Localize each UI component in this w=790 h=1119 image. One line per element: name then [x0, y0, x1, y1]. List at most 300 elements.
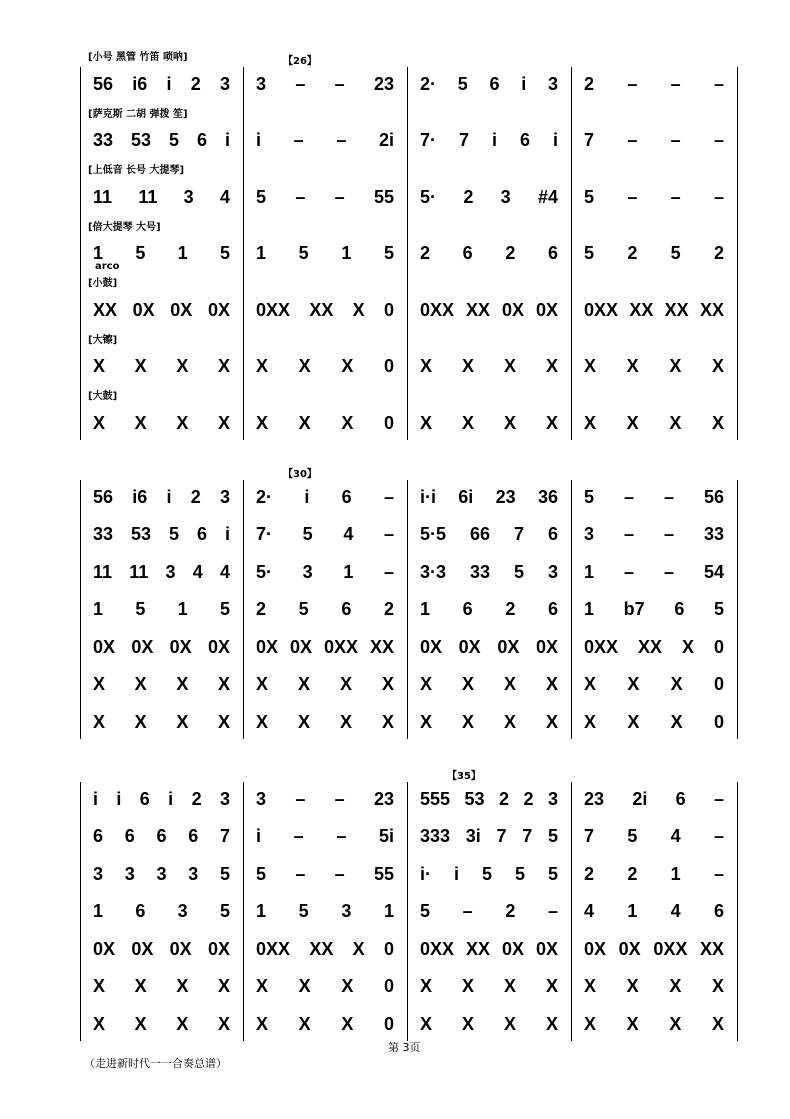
note-group: 5 — [169, 524, 180, 544]
note-group: 36 — [537, 486, 558, 507]
measure-notes — [93, 824, 230, 850]
note-group: i — [453, 863, 459, 884]
measure-notes — [584, 1011, 724, 1037]
note-group: 5 — [670, 243, 681, 263]
note-group: 4 — [343, 524, 354, 544]
note-group: 3 — [124, 863, 135, 884]
note-group: XX — [93, 299, 118, 320]
note-group: 3 — [219, 486, 230, 507]
note-group: 1 — [341, 243, 352, 263]
note-group: X — [545, 1013, 558, 1034]
note-group: i — [256, 130, 262, 150]
note-group: X — [461, 356, 474, 376]
note-group: 0X — [131, 636, 154, 657]
note-group: 2 — [505, 599, 516, 619]
note-group: – — [663, 561, 674, 582]
measure-notes — [420, 128, 558, 154]
note-group: 4 — [670, 901, 681, 921]
note-group: X — [626, 1013, 639, 1034]
measure-notes — [93, 597, 230, 623]
note-group: – — [334, 788, 345, 809]
note-group: XX — [309, 938, 334, 959]
barline — [737, 480, 738, 739]
measure-notes — [420, 484, 558, 510]
note-group: 3 — [177, 901, 188, 921]
note-group: X — [217, 356, 230, 376]
measure-notes — [256, 484, 394, 510]
note-group: 4 — [192, 561, 203, 582]
measure-notes — [93, 184, 230, 210]
note-group: X — [256, 1013, 269, 1034]
note-group: X — [711, 1013, 724, 1034]
note-group: 0 — [383, 356, 394, 376]
note-group: 6 — [135, 901, 146, 921]
note-group: 5 — [256, 186, 267, 207]
measure-notes — [420, 597, 558, 623]
measure-notes — [420, 297, 558, 323]
note-group: X — [584, 356, 597, 376]
note-group: 55 — [373, 186, 394, 207]
note-group: 2 — [627, 243, 638, 263]
measure-notes — [93, 484, 230, 510]
note-group: 5 — [169, 130, 180, 150]
measure-notes — [93, 71, 230, 97]
note-group: i — [116, 788, 122, 809]
measure-notes — [256, 824, 394, 850]
note-group: X — [669, 976, 682, 996]
rehearsal-mark: 【30】 — [283, 469, 317, 480]
measure-notes — [420, 184, 558, 210]
measure-notes — [584, 861, 724, 887]
measure-notes — [256, 936, 394, 962]
measure-notes — [420, 672, 558, 698]
measure-notes — [420, 861, 558, 887]
note-group: i·i — [420, 486, 436, 507]
note-group: – — [293, 826, 304, 846]
note-group: 333 — [420, 826, 451, 846]
note-group: XX — [699, 299, 724, 320]
note-group: i· — [420, 863, 431, 884]
note-group: – — [295, 186, 306, 207]
note-group: 5 — [219, 243, 230, 263]
note-group: 5 — [219, 863, 230, 884]
note-group: X — [584, 674, 597, 694]
measure-notes — [256, 1011, 394, 1037]
note-group: X — [93, 976, 106, 996]
note-group: – — [383, 561, 394, 582]
note-group: X — [626, 356, 639, 376]
note-group: 53 — [131, 524, 152, 544]
note-group: i6 — [132, 73, 148, 94]
measure-notes — [256, 974, 394, 1000]
note-group: X — [176, 711, 189, 732]
note-group: – — [623, 561, 634, 582]
note-group: 0 — [383, 412, 394, 433]
note-group: X — [681, 636, 694, 657]
note-group: 5 — [513, 561, 524, 582]
note-group: X — [217, 412, 230, 433]
measure-notes — [420, 786, 558, 812]
note-group: 3 — [500, 186, 511, 207]
measure-notes — [420, 522, 558, 548]
note-group: 3 — [93, 863, 104, 884]
note-group: X — [503, 711, 516, 732]
note-group: – — [336, 826, 347, 846]
note-group: 6 — [196, 524, 207, 544]
measure-notes — [256, 128, 394, 154]
note-group: – — [334, 863, 345, 884]
note-group: X — [420, 1013, 433, 1034]
measure-notes — [93, 522, 230, 548]
barline — [737, 67, 738, 440]
note-group: 4 — [219, 186, 230, 207]
instrument-label: [大鼓] — [88, 391, 118, 402]
note-group: X — [461, 976, 474, 996]
measure-notes — [256, 559, 394, 585]
measure-notes — [584, 936, 724, 962]
note-group: – — [295, 863, 306, 884]
note-group: X — [298, 1013, 311, 1034]
note-group: 1 — [383, 901, 394, 921]
note-group: 2 — [499, 788, 510, 809]
note-group: i — [256, 826, 262, 846]
measure-notes — [420, 974, 558, 1000]
note-group: X — [420, 356, 433, 376]
note-group: 7 — [496, 826, 507, 846]
barline — [80, 782, 81, 1041]
note-group: i — [168, 788, 174, 809]
note-group: X — [217, 674, 230, 694]
note-group: 2 — [420, 243, 431, 263]
note-group: 0X — [458, 636, 481, 657]
note-group: X — [176, 356, 189, 376]
note-group: X — [352, 299, 365, 320]
note-group: 5 — [547, 863, 558, 884]
measure-notes — [256, 709, 394, 735]
note-group: 1 — [177, 243, 188, 263]
note-group: 1 — [93, 243, 104, 263]
measure-notes — [584, 824, 724, 850]
measure-notes — [256, 634, 394, 660]
barline — [243, 67, 244, 440]
note-group: X — [420, 711, 433, 732]
note-group: X — [256, 711, 269, 732]
measure-notes — [584, 899, 724, 925]
note-group: – — [295, 73, 306, 94]
measure-notes — [93, 354, 230, 380]
note-group: – — [462, 901, 473, 921]
note-group: 6 — [93, 826, 104, 846]
note-group: X — [93, 1013, 106, 1034]
note-group: X — [503, 976, 516, 996]
note-group: X — [298, 412, 311, 433]
note-group: – — [627, 130, 638, 150]
note-group: – — [713, 826, 724, 846]
note-group: – — [670, 130, 681, 150]
note-group: 6 — [547, 243, 558, 263]
note-group: 1 — [627, 901, 638, 921]
note-group: 7· — [256, 524, 273, 544]
note-group: 23 — [495, 486, 516, 507]
note-group: XX — [664, 299, 689, 320]
measure-notes — [256, 522, 394, 548]
note-group: 0XX — [420, 299, 455, 320]
note-group: 7 — [584, 130, 595, 150]
note-group: X — [545, 412, 558, 433]
barline — [737, 782, 738, 1041]
note-group: 0 — [713, 711, 724, 732]
note-group: 5 — [514, 863, 525, 884]
measure-notes — [584, 71, 724, 97]
note-group: i — [93, 788, 99, 809]
note-group: 1 — [256, 901, 267, 921]
note-group: X — [134, 674, 147, 694]
note-group: XX — [629, 299, 654, 320]
measure-notes — [584, 974, 724, 1000]
measure-notes — [420, 899, 558, 925]
note-group: 0X — [169, 636, 192, 657]
note-group: 7 — [219, 826, 230, 846]
note-group: 6 — [489, 73, 500, 94]
note-group: 0XX — [420, 938, 455, 959]
measure-notes — [93, 709, 230, 735]
note-group: 2 — [191, 788, 202, 809]
note-group: X — [669, 1013, 682, 1034]
note-group: X — [627, 674, 640, 694]
note-group: 5 — [298, 599, 309, 619]
note-group: X — [503, 412, 516, 433]
note-group: – — [663, 486, 674, 507]
note-group: X — [176, 412, 189, 433]
note-group: 5 — [219, 599, 230, 619]
note-group: 5 — [219, 901, 230, 921]
note-group: 6 — [462, 243, 473, 263]
note-group: X — [381, 711, 394, 732]
note-group: b7 — [623, 599, 645, 619]
note-group: 4 — [584, 901, 595, 921]
note-group: 1 — [584, 599, 595, 619]
rehearsal-mark: 【26】 — [283, 56, 317, 67]
measure-notes — [93, 786, 230, 812]
note-group: 0X — [256, 636, 279, 657]
note-group: 3 — [219, 73, 230, 94]
note-group: X — [134, 412, 147, 433]
measure-notes — [420, 559, 558, 585]
note-group: X — [545, 711, 558, 732]
note-group: 0X — [132, 299, 155, 320]
note-group: 5 — [584, 486, 595, 507]
note-group: 5 — [135, 243, 146, 263]
note-group: 3 — [341, 901, 352, 921]
note-group: – — [383, 486, 394, 507]
note-group: – — [623, 524, 634, 544]
measure-notes — [420, 410, 558, 436]
note-group: X — [545, 674, 558, 694]
note-group: 2· — [256, 486, 273, 507]
measure-notes — [93, 634, 230, 660]
note-group: 6 — [462, 599, 473, 619]
note-group: 0XX — [256, 299, 291, 320]
note-group: X — [134, 1013, 147, 1034]
note-group: 6 — [341, 599, 352, 619]
note-group: 0X — [131, 938, 154, 959]
note-group: XX — [309, 299, 334, 320]
barline — [407, 67, 408, 440]
note-group: 5 — [420, 901, 431, 921]
note-group: – — [713, 73, 724, 94]
measure-notes — [584, 297, 724, 323]
note-group: – — [334, 73, 345, 94]
instrument-label: [上低音 长号 大提琴] — [88, 165, 185, 176]
measure-notes — [420, 824, 558, 850]
measure-notes — [256, 786, 394, 812]
note-group: 6 — [139, 788, 150, 809]
instrument-label: [小号 黑管 竹笛 唢呐] — [88, 52, 188, 63]
note-group: X — [420, 976, 433, 996]
note-group: 2· — [420, 73, 437, 94]
note-group: 0XX — [653, 938, 688, 959]
measure-notes — [584, 672, 724, 698]
note-group: 3 — [302, 561, 313, 582]
note-group: X — [626, 412, 639, 433]
note-group: 3 — [547, 73, 558, 94]
measure-notes — [584, 559, 724, 585]
note-group: 11 — [93, 561, 113, 582]
note-group: X — [256, 412, 269, 433]
measure-notes — [584, 597, 724, 623]
note-group: X — [461, 711, 474, 732]
note-group: 7 — [458, 130, 469, 150]
note-group: 0XX — [256, 938, 291, 959]
measure-notes — [584, 484, 724, 510]
measure-notes — [584, 410, 724, 436]
note-group: 3·3 — [420, 561, 447, 582]
note-group: X — [256, 976, 269, 996]
note-group: 2i — [378, 130, 394, 150]
note-group: X — [711, 412, 724, 433]
note-group: 5 — [256, 863, 267, 884]
note-group: i — [552, 130, 558, 150]
note-group: X — [545, 976, 558, 996]
note-group: i — [224, 524, 230, 544]
note-group: X — [670, 711, 683, 732]
measure-notes — [93, 1011, 230, 1037]
note-group: i — [491, 130, 497, 150]
note-group: 0X — [169, 938, 192, 959]
note-group: 0X — [535, 938, 558, 959]
note-group: 5i — [378, 826, 394, 846]
note-group: 3i — [465, 826, 481, 846]
note-group: 0X — [535, 299, 558, 320]
note-group: 3 — [219, 788, 230, 809]
instrument-label: [小鼓] — [88, 278, 118, 289]
note-group: 5· — [420, 186, 437, 207]
note-group: X — [420, 412, 433, 433]
note-group: 2 — [627, 863, 638, 884]
note-group: 1 — [420, 599, 431, 619]
note-group: 23 — [373, 73, 394, 94]
measure-notes — [256, 410, 394, 436]
note-group: 6i — [458, 486, 474, 507]
note-group: X — [339, 711, 352, 732]
note-group: 7· — [420, 130, 437, 150]
note-group: X — [93, 711, 106, 732]
note-group: X — [461, 412, 474, 433]
note-group: 2 — [383, 599, 394, 619]
note-group: X — [176, 1013, 189, 1034]
measure-notes — [420, 1011, 558, 1037]
note-group: XX — [465, 299, 490, 320]
footer-title: （走进新时代一一合奏总谱） — [84, 1057, 227, 1070]
note-group: 6 — [547, 599, 558, 619]
barline — [571, 782, 572, 1041]
note-group: X — [134, 711, 147, 732]
note-group: 0 — [383, 1013, 394, 1034]
rehearsal-mark: 【35】 — [447, 771, 481, 782]
note-group: 56 — [93, 486, 114, 507]
note-group: 0X — [497, 636, 520, 657]
measure-notes — [584, 634, 724, 660]
note-group: 0X — [170, 299, 193, 320]
note-group: 0X — [420, 636, 443, 657]
note-group: 7 — [522, 826, 533, 846]
note-group: 0X — [289, 636, 313, 657]
note-group: 2 — [505, 901, 516, 921]
measure-notes — [584, 241, 724, 267]
note-group: X — [669, 356, 682, 376]
barline — [571, 67, 572, 440]
note-group: 0X — [501, 938, 524, 959]
note-group: 11 — [129, 561, 149, 582]
note-group: 7 — [513, 524, 524, 544]
note-group: X — [339, 674, 352, 694]
note-group: 0 — [383, 938, 394, 959]
measure-notes — [256, 241, 394, 267]
note-group: X — [134, 356, 147, 376]
note-group: 6 — [713, 901, 724, 921]
note-group: X — [256, 674, 269, 694]
note-group: i6 — [132, 486, 148, 507]
note-group: X — [217, 976, 230, 996]
note-group: XX — [699, 938, 724, 959]
note-group: 7 — [584, 826, 595, 846]
note-group: XX — [465, 938, 490, 959]
note-group: 56 — [703, 486, 724, 507]
barline — [407, 480, 408, 739]
note-group: X — [256, 356, 269, 376]
note-group: 3 — [256, 73, 267, 94]
note-group: – — [663, 524, 674, 544]
measure-notes — [93, 559, 230, 585]
note-group: 0X — [93, 938, 116, 959]
note-group: 2 — [463, 186, 474, 207]
note-group: X — [584, 976, 597, 996]
note-group: X — [670, 674, 683, 694]
note-group: 0 — [713, 674, 724, 694]
note-group: 5 — [383, 243, 394, 263]
note-group: 2 — [584, 73, 595, 94]
note-group: X — [176, 674, 189, 694]
note-group: 5 — [584, 243, 595, 263]
note-group: 6 — [188, 826, 199, 846]
note-group: 23 — [373, 788, 394, 809]
note-group: 4 — [670, 826, 681, 846]
note-group: 0XX — [584, 636, 619, 657]
note-group: – — [670, 186, 681, 207]
note-group: X — [298, 356, 311, 376]
measure-notes — [93, 861, 230, 887]
measure-notes — [93, 297, 230, 323]
